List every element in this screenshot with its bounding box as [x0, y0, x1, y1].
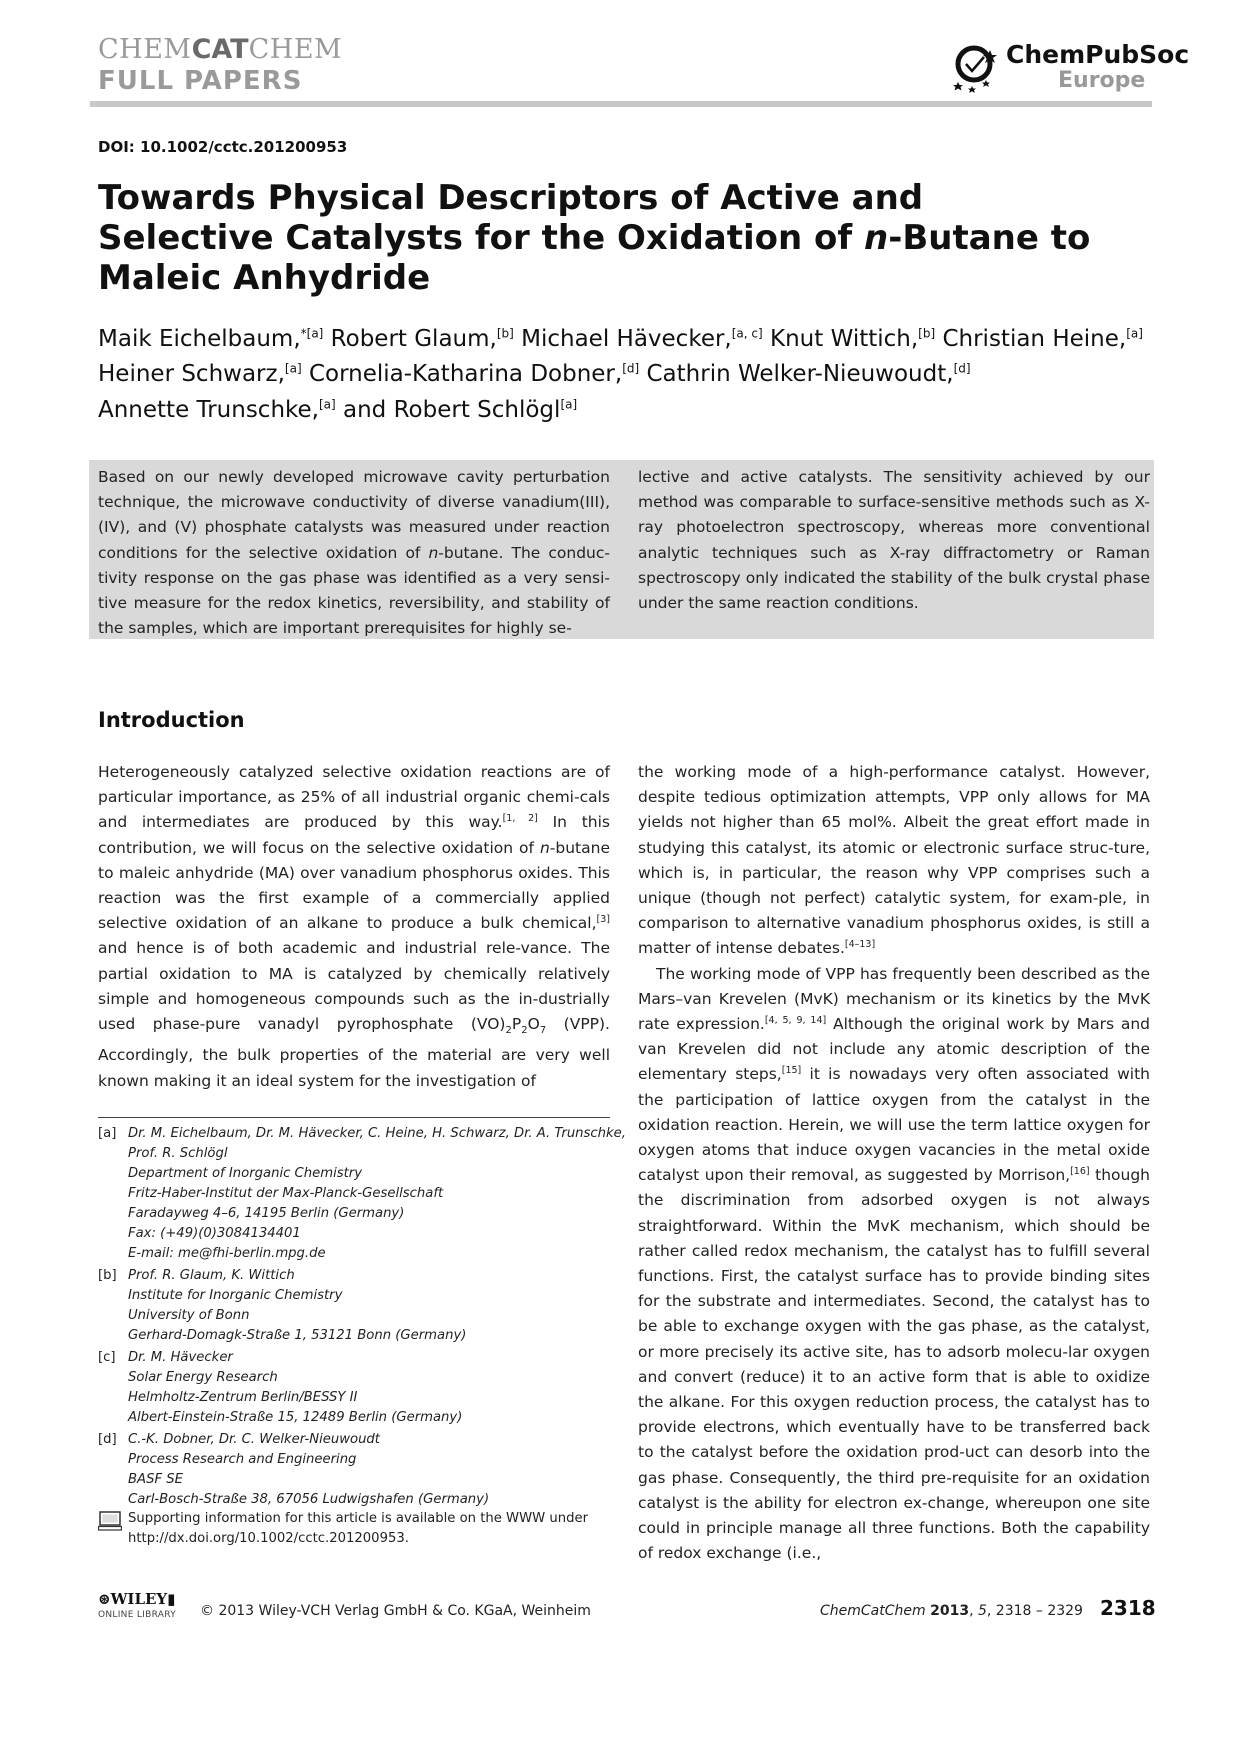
chempubsoc-badge-icon: [950, 42, 1000, 94]
body-text: (VPP). Accordingly, the bulk properties of the material are very well known making it an ideal system for the investigation of: [98, 1015, 610, 1090]
journal-name-post: CHEM: [248, 34, 343, 65]
author-name: Michael Hävecker,: [521, 325, 732, 352]
paragraph: [638, 962, 1150, 1567]
copyright-notice: © 2013 Wiley-VCH Verlag GmbH & Co. KGaA, Weinheim: [200, 1603, 591, 1619]
author-affiliation: *[a]: [300, 326, 324, 340]
citation-pages: , 2318 – 2329: [986, 1603, 1083, 1619]
section-heading: Introduction: [98, 708, 245, 732]
affiliation-tag: [d]: [98, 1432, 117, 1447]
affiliation-line: Process Research and Engineering: [128, 1452, 357, 1467]
author: [770, 326, 935, 352]
abstract-box: [89, 460, 1154, 639]
author: [98, 326, 323, 352]
wiley-wordmark: [98, 1590, 175, 1608]
author: [309, 361, 639, 387]
abstract-column-2: lective and active catalysts. The sensitivity achieved by our method was comparable to surface-sensitive methods such as X-ray photoelectron spectroscopy, whereas more conventional analytic techniques such as X-ray diffractometry or Raman spectroscopy only indicated the stability of the bulk crystal phase under the same reaction conditions.: [638, 468, 1150, 613]
affiliation-tag: [a]: [98, 1126, 117, 1141]
author: [98, 361, 302, 387]
computer-icon: [98, 1511, 122, 1531]
affiliation-line: Fritz-Haber-Institut der Max-Planck-Gesellschaft: [128, 1186, 444, 1201]
author-name: Christian Heine,: [942, 325, 1127, 352]
citation-ref[interactable]: [4, 5, 9, 14]: [764, 1015, 827, 1027]
citation-volume: 5: [977, 1603, 987, 1619]
affiliation-line: BASF SE: [128, 1472, 183, 1487]
author-name: and Robert Schlögl: [343, 396, 561, 423]
header-rule: [90, 101, 1152, 107]
author: [521, 326, 763, 352]
subscript: 7: [539, 1025, 547, 1037]
author-affiliation: [a]: [1126, 326, 1143, 340]
citation-year: 2013: [930, 1603, 970, 1619]
citation-journal: ChemCatChem: [820, 1603, 926, 1619]
title-part-1: Towards Physical Descriptors of Active and Selective Catalysts for the Oxidation of: [98, 178, 924, 258]
author: [942, 326, 1142, 352]
body-italic: n: [539, 838, 550, 857]
journal-name: [98, 36, 342, 63]
supporting-info-link[interactable]: http://dx.doi.org/10.1002/cctc.201200953.: [128, 1531, 409, 1546]
publisher-logo: [950, 40, 1190, 96]
supporting-info-note: [98, 1509, 618, 1549]
abstract-column-1: [98, 465, 610, 641]
author-affiliation: [a]: [560, 397, 578, 412]
title-italic: n: [864, 218, 889, 258]
body-text: though the discrimination from adsorbed oxygen is not always straightforward. Within the MvK mechanism, which should be rather called redox mechanism, the catalyst has to fulfill several functions. First, the catalyst surface has to provide binding sites for the substrate and intermediates. Second, the catalyst has to be able to exchange oxygen with the gas phase, as the catalyst, or more precisely its active site, has to adsorb molecu-lar oxygen and convert (reduce) it to an active form that is able to oxidize the alkane. For this oxygen reduction process, the catalyst has to provide electrons, which eventually have to be transferred back to the catalyst before the oxidation prod-uct can desorb into the gas phase. Consequently, the third pre-requisite for an oxidation catalyst is the ability for electron ex-change, whereupon one site could in principle manage all three functions. Both the capability of redox exchange (i.e.,: [638, 1166, 1150, 1563]
author: [647, 361, 971, 387]
author-name: Annette Trunschke,: [98, 396, 319, 423]
article-title: [98, 178, 1098, 298]
affiliation: [98, 1266, 618, 1346]
author-name: Maik Eichelbaum,: [98, 325, 301, 352]
affiliations: [98, 1124, 626, 1512]
author-affiliation: [a]: [284, 361, 302, 376]
wiley-book-icon: ▮: [167, 1590, 176, 1608]
affiliation-line: Solar Energy Research: [128, 1370, 278, 1385]
citation-ref[interactable]: [16]: [1070, 1166, 1090, 1178]
journal-name-pre: CHEM: [98, 34, 192, 65]
author-affiliation: [d]: [953, 361, 971, 376]
affiliation-line: University of Bonn: [128, 1308, 250, 1323]
title-part-2: -Butane to Maleic Anhydride: [98, 218, 1091, 298]
abstract-text: -butane. The conduc-tivity response on the gas phase was identified as a very sensi-tive measure for the redox kinetics, reversibility, and stability of the samples, which are important prerequisites for highly se-: [98, 543, 610, 638]
author-affiliation: [a, c]: [731, 326, 763, 340]
affiliation-email[interactable]: E-mail: me@fhi-berlin.mpg.de: [128, 1246, 326, 1261]
citation-ref[interactable]: [1, 2]: [502, 813, 538, 825]
body-column-left: [98, 760, 610, 1094]
body-text: The working mode of VPP has frequently been described as the Mars–van Krevelen (MvK) mechanism or its kinetics by the MvK rate expression.: [638, 964, 1150, 1034]
body-text: In this contribution, we will focus on the selective oxidation of: [98, 813, 610, 857]
section-label: FULL PAPERS: [98, 66, 303, 96]
affiliation: [98, 1124, 626, 1264]
author-name: Cornelia-Katharina Dobner,: [308, 361, 623, 388]
journal-name-bold: CAT: [191, 34, 249, 65]
supporting-info-text: [98, 1509, 618, 1549]
affiliation-tag: [c]: [98, 1350, 116, 1365]
author-affiliation: [b]: [918, 326, 936, 340]
body-column-right: [638, 760, 1150, 1567]
author-affiliation: [d]: [622, 361, 640, 376]
author-name: Heiner Schwarz,: [98, 361, 285, 388]
wiley-text: WILEY: [110, 1590, 168, 1608]
wiley-seal-icon: ⊛: [98, 1590, 111, 1608]
affiliation-line: Albert-Einstein-Straße 15, 12489 Berlin (Germany): [128, 1410, 463, 1425]
publisher-sub: Europe: [1058, 68, 1146, 93]
affiliation-tag: [b]: [98, 1268, 117, 1283]
affiliation: [98, 1348, 618, 1428]
subscript: 2: [505, 1025, 512, 1037]
body-text: Although the original work by Mars and van Krevelen did not include any atomic description of the elementary steps,: [638, 1015, 1150, 1084]
paragraph: [638, 760, 1150, 962]
affiliation-line: Fax: (+49)(0)3084134401: [128, 1226, 301, 1241]
body-text: and hence is of both academic and industrial rele-vance. The partial oxidation to MA is catalyzed by chemically relatively simple and homogeneous compounds such as the in-dustrially used phase-pure vanadyl pyrophosphate (VO): [98, 939, 610, 1034]
citation-ref[interactable]: [4–13]: [844, 939, 876, 951]
citation-ref[interactable]: [3]: [596, 914, 610, 926]
author-affiliation: [b]: [496, 326, 514, 340]
affiliation-line: Department of Inorganic Chemistry: [128, 1166, 363, 1181]
publisher-name: ChemPubSoc: [1006, 40, 1190, 69]
author-name: Robert Glaum,: [330, 325, 497, 352]
affiliation-line: Institute for Inorganic Chemistry: [128, 1288, 343, 1303]
doi: DOI: 10.1002/cctc.201200953: [98, 138, 348, 156]
abstract-text: Based on our newly developed microwave cavity perturbation technique, the microwave conductivity of diverse vanadium(III), (IV), and (V) phosphate catalysts was measured under reaction conditions for the selective oxidation of: [98, 468, 610, 562]
subscript: 2: [521, 1025, 528, 1037]
online-library-label: ONLINE LIBRARY: [98, 1610, 177, 1620]
paragraph: [98, 760, 610, 1094]
affiliation-line: Helmholtz-Zentrum Berlin/BESSY II: [128, 1390, 358, 1405]
footnote-rule: [98, 1117, 610, 1118]
body-text: -butane to maleic anhydride (MA) over vanadium phosphorus oxides. This reaction was the first example of a commercially applied selective oxidation of an alkane to produce a bulk chemical,: [98, 838, 610, 933]
author-name: Knut Wittich,: [770, 325, 919, 352]
affiliation-line: Gerhard-Domagk-Straße 1, 53121 Bonn (Germany): [128, 1328, 467, 1343]
author-name: Cathrin Welker-Nieuwoudt,: [646, 361, 954, 388]
author: [331, 326, 514, 352]
formula-char: O: [527, 1015, 540, 1034]
affiliation-line: C.-K. Dobner, Dr. C. Welker-Nieuwoudt: [128, 1432, 380, 1447]
formula-char: P: [511, 1015, 522, 1034]
affiliation-line: Faradayweg 4–6, 14195 Berlin (Germany): [128, 1206, 405, 1221]
affiliation-line: Dr. M. Eichelbaum, Dr. M. Hävecker, C. Heine, H. Schwarz, Dr. A. Trunschke,: [128, 1126, 626, 1141]
body-text: Heterogeneously catalyzed selective oxidation reactions are of particular importance, as 25% of all industrial organic chemi-cals and intermediates are produced by this way.: [98, 763, 610, 832]
journal-citation: ChemCatChem 2013, 5, 2318 – 2329: [820, 1603, 1083, 1619]
affiliation: [98, 1430, 618, 1510]
abstract-italic: n: [428, 543, 439, 562]
citation-ref[interactable]: [15]: [781, 1065, 802, 1077]
body-text: it is nowadays very often associated with the participation of lattice oxygen from the catalyst in the oxidation reaction. Herein, we will use the term lattice oxygen for oxygen atoms that induce oxygen vacancies in the metal oxide catalyst upon their removal, as suggested by Morrison,: [638, 1065, 1150, 1185]
body-text: the working mode of a high-performance catalyst. However, despite tedious optimization attempts, VPP only allows for MA yields not higher than 65 mol%. Albeit the great effort made in studying this catalyst, its atomic or electronic surface struc-ture, which is, in particular, the reason why VPP comprises such a unique (though not perfect) catalytic system, for exam-ple, in comparison to alternative vanadium phosphorus oxides, is still a matter of intense debates.: [638, 763, 1150, 958]
page-number: 2318: [1100, 1596, 1156, 1620]
wiley-logo: [98, 1590, 188, 1630]
affiliation-line: Prof. R. Glaum, K. Wittich: [128, 1268, 295, 1283]
author-affiliation: [a]: [318, 397, 336, 412]
affiliation-line: Dr. M. Hävecker: [128, 1350, 233, 1365]
author-list: [98, 318, 1148, 425]
author: [343, 397, 577, 423]
affiliation-line: Prof. R. Schlögl: [128, 1146, 228, 1161]
supporting-info-line: Supporting information for this article is available on the WWW under: [128, 1511, 588, 1526]
author: [98, 397, 336, 423]
affiliation-line: Carl-Bosch-Straße 38, 67056 Ludwigshafen (Germany): [128, 1492, 490, 1507]
